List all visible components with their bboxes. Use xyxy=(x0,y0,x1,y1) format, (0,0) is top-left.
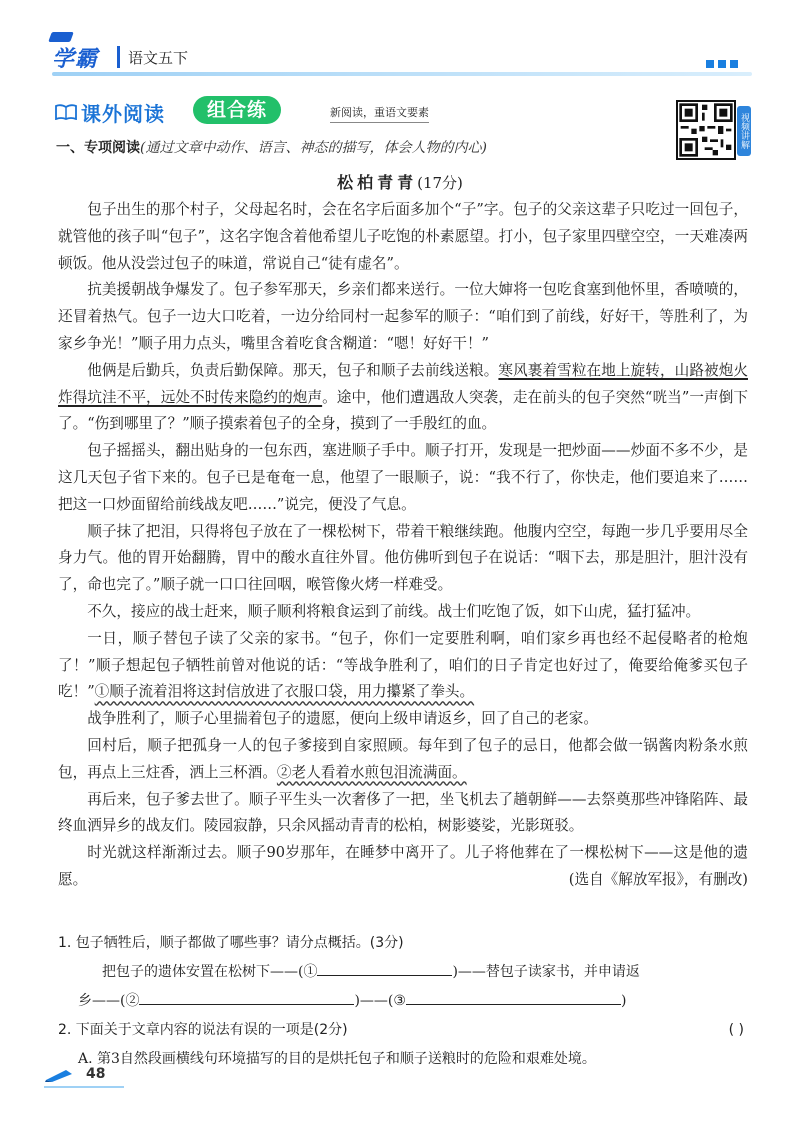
paragraph: 包子出生的那个村子，父母起名时，会在名字后面多加个“子”字。包子的父亲这辈子只吃过一回包子，就管他的孩子叫“包子”，这名字饱含着他希望儿子吃饱的朴素愿望。打小，包子家里四壁空空，一天难凑两顿饭。他从没尝过包子的味道，常说自己“徒有虚名”。 xyxy=(58,201,748,272)
article-score: (17分) xyxy=(417,174,463,192)
paragraph: 再后来，包子爹去世了。顺子平生头一次奢侈了一把，坐飞机去了趟朝鲜——去祭奠那些冲锋陷阵、最终血洒异乡的战友们。陵园寂静，只余风摇动青青的松柏，树影婆娑，光影斑驳。 xyxy=(58,790,748,835)
video-explain-tab[interactable]: 视频讲解 xyxy=(737,106,751,156)
question-1-answer-line-2 xyxy=(58,987,748,1016)
answer-parenthesis[interactable]: ( ) xyxy=(728,1022,744,1038)
paragraph xyxy=(58,626,748,706)
option-a: A. 第3自然段画横线句环境描写的目的是烘托包子和顺子送粮时的危险和艰难处境。 xyxy=(78,1051,596,1067)
paragraph: 战争胜利了，顺子心里揣着包子的遗愿，便向上级申请返乡，回了自己的老家。 xyxy=(87,710,598,728)
graduation-cap-icon xyxy=(48,32,74,42)
pen-icon xyxy=(44,1068,74,1082)
question-2-text: 2. 下面关于文章内容的说法有误的一项是(2分) xyxy=(58,1022,348,1038)
part-heading xyxy=(56,137,487,157)
header-square-decor xyxy=(706,60,714,68)
paragraph xyxy=(58,733,748,787)
header-square-decor xyxy=(730,60,738,68)
wavy-underlined-sentence-1: ①顺子流着泪将这封信放进了衣服口袋，用力攥紧了拳头。 xyxy=(94,683,475,701)
answer-blank-2[interactable] xyxy=(139,989,354,1005)
paragraph: 包子摇摇头，翻出贴身的一包东西，塞进顺子手中。顺子打开，发现是一把炒面——炒面不多不少，是这几天包子省下来的。包子已是奄奄一息，他望了一眼顺子，说：“我不行了，你快走，他们要追来了……把这一口炒面留给前线战友吧……”说完，便没了气息。 xyxy=(58,442,748,513)
article-source: (选自《解放军报》，有删改) xyxy=(568,870,748,888)
paragraph-text: 一日，顺子替包子读了父亲的家书。“包子，你们一定要胜利啊，咱们家乡再也经不起侵略者的枪炮了！”顺子想起包子牺牲前曾对他说的话：“等战争胜利了，咱们的日子肯定也好过了，俺要给俺爹买包子吃！” xyxy=(58,629,748,701)
combo-badge: 组合练 xyxy=(193,96,281,124)
book-icon xyxy=(55,104,77,120)
header-square-decor xyxy=(718,60,726,68)
paragraph-text: 回村后，顺子把孤身一人的包子爹接到自家照顾。每年到了包子的忌日，他都会做一锅酱肉粉条水煎包，再点上三炷香，洒上三杯酒。 xyxy=(58,736,748,781)
answer-blank-3[interactable] xyxy=(406,989,621,1005)
paragraph: 不久，接应的战士赶来，顺子顺利将粮食运到了前线。战士们吃饱了饭，如下山虎，猛打猛冲。 xyxy=(87,602,701,620)
answer-prompt: 乡——(② xyxy=(78,993,140,1009)
part-heading-hint: (通过文章中动作、语言、神态的描写，体会人物的内心) xyxy=(140,140,487,156)
article-title xyxy=(0,170,800,193)
page-number: 48 xyxy=(86,1066,106,1082)
page-header xyxy=(0,30,800,90)
question-2 xyxy=(58,1016,748,1045)
header-band xyxy=(52,72,752,76)
brand-separator xyxy=(117,46,120,68)
section-note: 新阅读，重语文要素 xyxy=(330,104,429,123)
paragraph: 顺子抹了把泪，只得将包子放在了一棵松树下，带着干粮继续跑。他腹内空空，每跑一步几乎要用尽全身力气。他的胃开始翻腾，胃中的酸水直往外冒。他仿佛听到包子在说话：“咽下去，那是胆汁，胆汁没有了，命也完了。”顺子就一口口往回咽，喉管像火烤一样难受。 xyxy=(58,522,748,594)
underlined-sentence: 寒风裹着雪粒在地上旋转，山路被炮火炸得坑洼不平，远处不时传来隐约的炮声 xyxy=(58,361,748,406)
subject-label: 语文五下 xyxy=(128,49,189,67)
answer-blank-1[interactable] xyxy=(317,960,452,976)
paragraph-text: 他俩是后勤兵，负责后勤保障。那天，包子和顺子去前线送粮。 xyxy=(87,361,499,379)
answer-prompt: )——替包子读家书，并申请返 xyxy=(452,964,640,980)
paragraph: 抗美援朝战争爆发了。包子参军那天，乡亲们都来送行。一位大婶将一包吃食塞到他怀里，香喷喷的，还冒着热气。包子一边大口吃着，一边分给同村一起参军的顺子：“咱们到了前线，好好干，等胜利了，为家乡争光！”顺子用力点头，嘴里含着吃食含糊道：“嗯！好好干！” xyxy=(58,281,748,352)
question-1-answer-line-1 xyxy=(58,958,748,987)
footer-line xyxy=(44,1086,124,1088)
answer-prompt: 把包子的遗体安置在松树下——(① xyxy=(102,964,318,980)
questions xyxy=(58,929,748,1074)
question-1: 1. 包子牺牲后，顺子都做了哪些事？请分点概括。(3分) xyxy=(58,935,404,951)
article-body xyxy=(58,197,748,894)
answer-prompt: ) xyxy=(620,993,627,1009)
brand-logo: 学霸 xyxy=(52,47,99,72)
paragraph: 时光就这样渐渐过去。顺子90岁那年，在睡梦中离开了。儿子将他葬在了一棵松树下——这是他的遗愿。 xyxy=(58,844,748,888)
section-title: 课外阅读 xyxy=(81,102,165,126)
answer-prompt: )——(③ xyxy=(354,993,406,1009)
wavy-underlined-sentence-2: ②老人看着水煎包泪流满面。 xyxy=(276,763,467,781)
article-title-text: 松柏青青 xyxy=(337,173,418,192)
qr-code[interactable] xyxy=(676,100,736,160)
paragraph-text: 。途中，他们遭遇敌人突袭，走在前头的包子突然“咣当”一声倒下了。“伤到哪里了？”顺子摸索着包子的全身，摸到了一手殷红的血。 xyxy=(58,388,748,433)
part-heading-label: 一、专项阅读 xyxy=(56,140,140,156)
paragraph xyxy=(58,358,748,438)
